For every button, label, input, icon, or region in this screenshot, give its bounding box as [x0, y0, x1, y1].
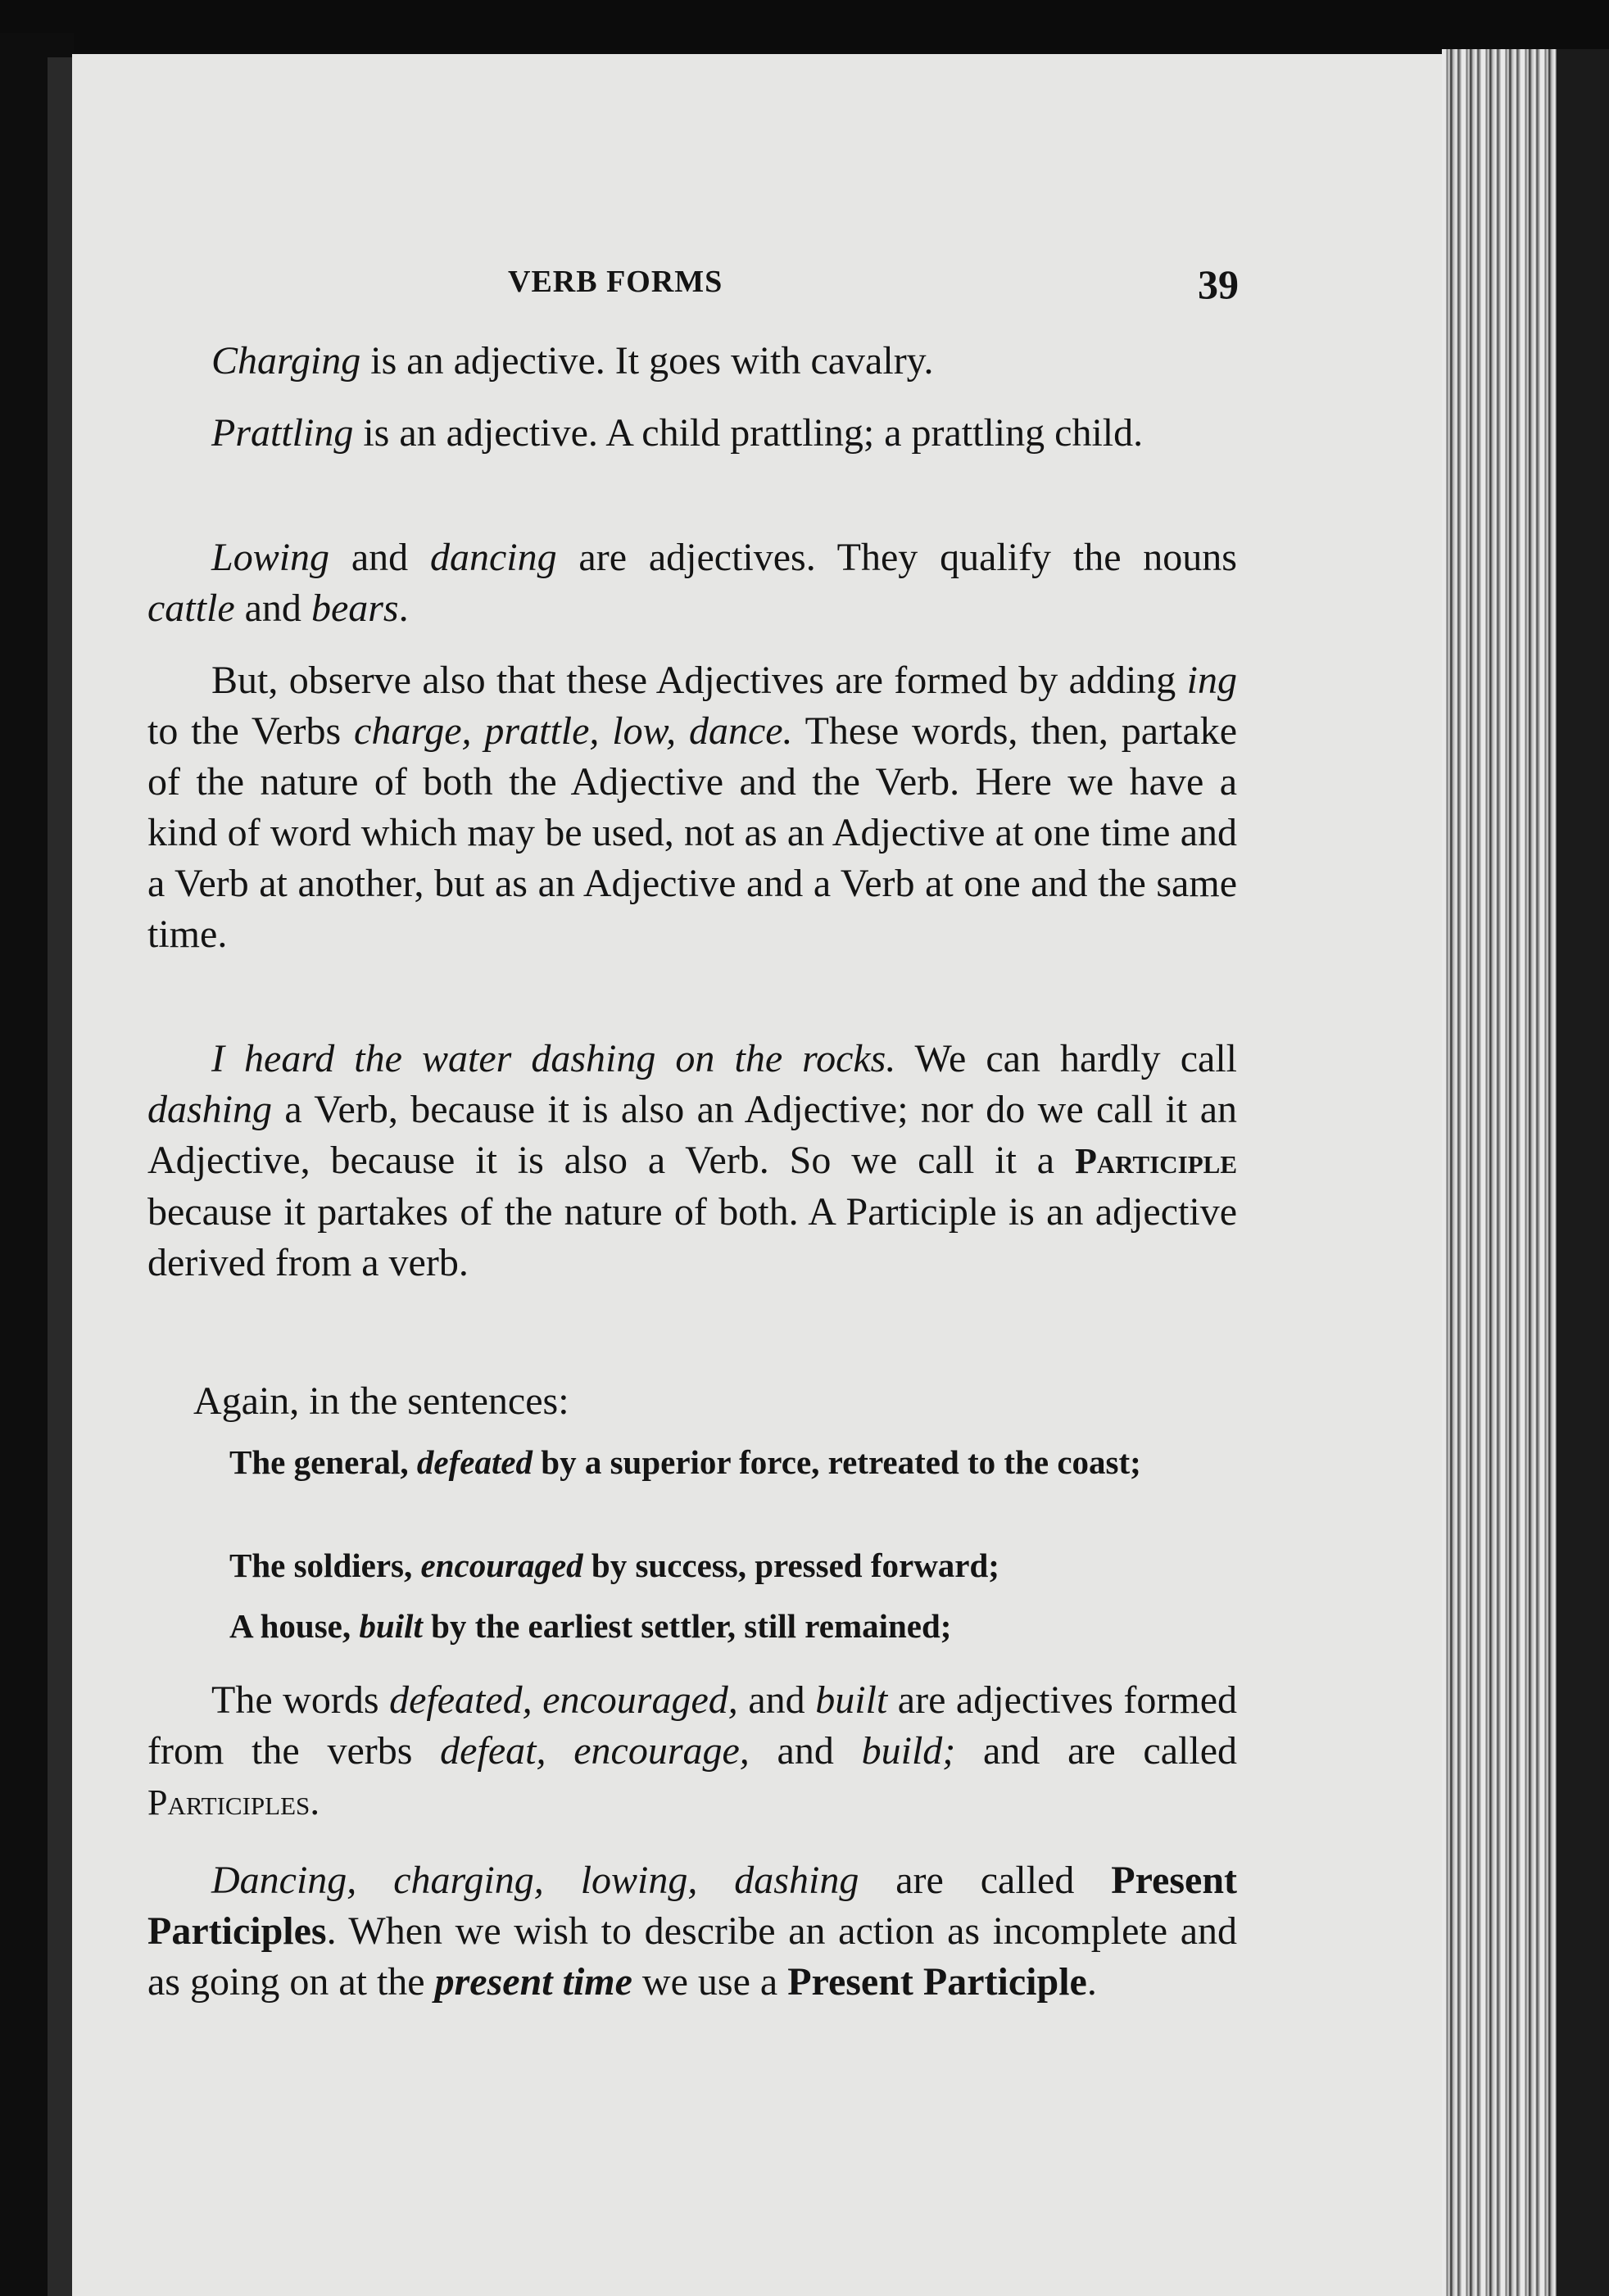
example-text: by the earliest settler, still remained; — [422, 1607, 952, 1645]
italic-term: dashing — [147, 1088, 273, 1131]
paragraph-text: are adjectives. They qualify the nouns — [556, 536, 1237, 579]
paragraph-text: We can hardly call — [895, 1037, 1237, 1080]
paragraph-text: But, observe also that these Adjectives are formed by adding — [211, 659, 1187, 702]
italic-term: build; — [861, 1729, 956, 1773]
example-sentence — [229, 1440, 1276, 1484]
italic-example: I heard the water dashing on the rocks. — [211, 1037, 896, 1080]
paragraph-text: is an adjective. A child prattling; a prattling child. — [353, 411, 1144, 455]
paragraph-prattling — [147, 408, 1237, 459]
paragraph-text: and — [329, 536, 430, 579]
italic-term: Prattling — [211, 411, 354, 455]
paragraph-text: and — [749, 1729, 862, 1773]
paragraph-text: . When we wish to describe an action as incomplete and as going on at the — [147, 1909, 1237, 2004]
italic-term: Charging — [211, 339, 361, 383]
paragraph-text: and — [737, 1678, 816, 1722]
italic-term: built — [359, 1607, 423, 1645]
running-head: VERB FORMS — [508, 265, 723, 299]
italic-term: bears — [310, 586, 399, 630]
paragraph-text: . — [310, 1780, 320, 1823]
paragraph-text: . — [1086, 1960, 1097, 2004]
example-text: The soldiers, — [229, 1547, 421, 1584]
paragraph-dashing — [147, 1034, 1237, 1288]
bold-term: Present Participles — [147, 1859, 1237, 1953]
scan-border-top — [0, 0, 1609, 57]
paragraph-text: to the Verbs — [147, 709, 355, 753]
paragraph-text: are called — [859, 1859, 1112, 1902]
paragraph-text: because it partakes of the nature of both. A Participle is an adjective derived from a verb. — [147, 1190, 1237, 1284]
italic-term: built — [815, 1678, 888, 1722]
paragraph-participles — [147, 1675, 1237, 1828]
page-number: 39 — [1198, 261, 1239, 307]
example-text: A house, — [229, 1607, 360, 1645]
paragraph-text: . — [398, 586, 409, 630]
small-caps-term: Participles — [147, 1782, 310, 1823]
italic-term: encouraged — [420, 1547, 583, 1584]
example-text: by a superior force, retreated to the coast; — [533, 1443, 1141, 1481]
italic-term: ing — [1186, 659, 1237, 702]
bold-term: Present Participle — [787, 1960, 1087, 2004]
italic-term: charge, prattle, low, dance. — [354, 709, 793, 753]
paragraph-text: a Verb, because it is also an Adjective; nor do we call it an Adjective, because it is also a Verb. So we call it a — [147, 1088, 1237, 1182]
paragraph-present-participles — [147, 1855, 1237, 2008]
italic-term: defeated — [416, 1443, 533, 1481]
italic-term: defeat, encourage, — [440, 1729, 750, 1773]
example-sentence — [229, 1604, 1276, 1648]
paragraph-again: Again, in the sentences: — [193, 1379, 569, 1423]
book-spine-edge — [48, 57, 72, 2296]
italic-term: dancing — [429, 536, 557, 579]
paragraph-text: and are called — [955, 1729, 1237, 1773]
paragraph-text: and — [234, 586, 311, 630]
example-text: The general, — [229, 1443, 417, 1481]
italic-term: Dancing, charging, lowing, dashing — [211, 1859, 859, 1902]
paragraph-observe — [147, 655, 1237, 960]
scan-border-right — [1557, 49, 1609, 2296]
paragraph-text: These words, then, partake of the nature of both the Adjective and the Verb. Here we have a kind of word which may be used, not as an Adjective at one time and a Verb at another, but as an Adjective and a Verb at one and the same time. — [147, 709, 1237, 956]
example-text: by success, pressed forward; — [582, 1547, 999, 1584]
paragraph-lowing — [147, 532, 1237, 634]
paragraph-text: are adjectives formed from the verbs — [147, 1678, 1238, 1773]
paragraph-text: is an adjective. It goes with cavalry. — [360, 339, 934, 383]
paragraph-charging — [147, 336, 1237, 387]
italic-term: cattle — [147, 586, 235, 630]
italic-term: present time — [434, 1960, 632, 2004]
italic-term: defeated, encouraged, — [389, 1678, 738, 1722]
italic-term: Lowing — [211, 536, 330, 579]
paragraph-text: we use a — [632, 1960, 788, 2004]
paragraph-text: The words — [211, 1678, 390, 1722]
example-sentence — [229, 1543, 1276, 1587]
small-caps-term: Participle — [1074, 1141, 1237, 1181]
